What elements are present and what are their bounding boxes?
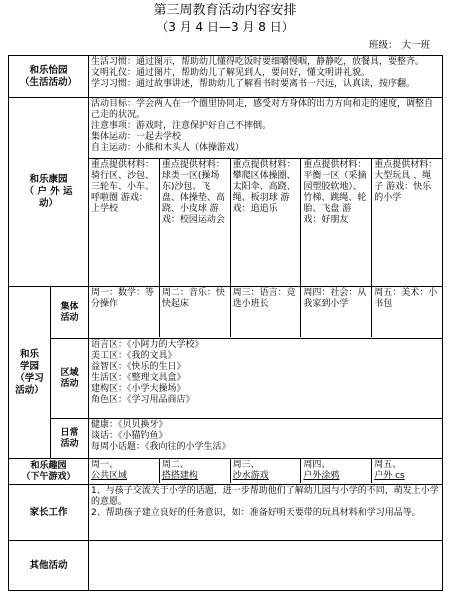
outdoor-day-5: 重点提供材料：大型玩具 、绳子 游戏：快乐的小学 [371, 159, 442, 286]
area-art: 美工区：《我的文具》 [91, 351, 177, 361]
outdoor-day-1: 重点提供材料：骑行区、沙包、三轮车、小车、呼啦圈 游戏：上学校 [91, 160, 155, 214]
life-content [89, 56, 443, 98]
schedule-table [8, 55, 443, 591]
parents-row [9, 485, 443, 541]
area-language: 语言区：《小阿力的大学校》 [91, 340, 204, 350]
parents-label: 家长工作 [9, 485, 89, 541]
area-build: 建构区：《小学大操场》 [91, 384, 186, 394]
group-day-2: 周二：音乐：快快起床 [159, 287, 230, 337]
free-day-1: 周一、 公共区域 [91, 460, 128, 481]
outdoor-day-4: 重点提供材料：平衡一区（采摘园塑胶软地）、竹梯、跳绳、轮胎、飞盘 游戏：好朋友 [300, 159, 371, 286]
life-category: 和乐怡园 （生活活动） [9, 56, 89, 98]
outdoor-category: 和乐康园 （ 户 外 运 动） [9, 98, 89, 287]
free-play-row [9, 459, 443, 485]
life-habit: 生活习惯：通过图示，帮助幼儿懂得吃饭时要细嚼慢咽，静静吃，放餐具，要整齐。 [91, 57, 425, 67]
other-row [9, 541, 443, 591]
outdoor-row [9, 98, 443, 287]
outdoor-goals: 活动目标：学会两人在一个圈里协同走，感受对方身体的出力方向和走的速度，调整自己走的状况。 注意事项：游戏时，注意保护好自己不摔倒。 集体运动：一起去学校 自主运动：小熊和木头人（体操游戏） [89, 98, 442, 159]
daily-health: 健康：《贝贝换牙》 [91, 420, 168, 430]
class-info [369, 40, 430, 52]
date-range: （3 月 4 日—3 月 8 日） [156, 20, 294, 34]
life-study-habit: 学习习惯：通过故事讲述，帮助幼儿了解看书时要离书一尺远，认真读，按序翻。 [91, 79, 416, 89]
life-row [9, 56, 443, 98]
free-day-2: 周二、 搭搭建构 [159, 459, 230, 483]
group-activity-label: 集体 活动 [51, 287, 89, 339]
free-play-content [89, 459, 443, 485]
group-day-5: 周五：美术：小书包 [371, 287, 442, 337]
area-activity-content [89, 339, 443, 419]
group-day-4: 周四：社会：从我家到小学 [300, 287, 371, 337]
parents-item-2: 2、帮助孩子建立良好的任务意识，如：准备好明天要带的玩具材料和学习用品等。 [91, 508, 421, 518]
outdoor-day-3: 重点提供材料：攀爬区体操圈、太阳伞、高跷、绳、板羽球 游戏：追追乐 [230, 159, 301, 286]
area-role: 角色区：《学习用品商店》 [91, 395, 195, 405]
learning-group-row [9, 287, 443, 339]
free-day-4: 周四、 户外涂鸦 [300, 459, 371, 483]
daily-topic: 每周小话题：《我向往的小学生活》 [91, 442, 231, 452]
class-value: 大一班 [401, 40, 430, 51]
area-puzzle: 益智区：《快乐的生日》 [91, 362, 186, 372]
parents-content [89, 485, 443, 541]
other-content [89, 541, 443, 591]
outdoor-day-2: 重点提供材料：球类一区(操场东)沙包、飞盘、体操垫、高跷、小皮球 游戏：校园运动会 [159, 159, 230, 286]
learning-category: 和乐 学园 （学习 活动） [9, 287, 51, 459]
area-activity-label: 区域 活动 [51, 339, 89, 419]
group-day-1: 周一：数学：等分操作 [91, 288, 155, 309]
other-label: 其他活动 [9, 541, 89, 591]
area-life: 生活区：《整理文具盒》 [91, 373, 186, 383]
outdoor-content [89, 98, 443, 287]
daily-talk: 谈话：《小猫钓鱼》 [91, 431, 168, 441]
learning-daily-row [9, 419, 443, 459]
free-play-category: 和乐趣园 （下午游戏） [9, 459, 89, 485]
free-day-3: 周三、 沙水游戏 [230, 459, 301, 483]
life-etiquette: 文明礼仪：通过图片，帮助幼儿了解见到人，要问好，懂文明讲礼貌。 [91, 68, 371, 78]
page-title: 第三周教育活动内容安排 [153, 3, 297, 18]
parents-item-1: 1、与孩子交流关于小学的话题，进一步帮助他们了解幼儿园与小学的不同，萌发上小学的意愿。 [91, 486, 439, 507]
group-day-3: 周三：语言：竞选小班长 [230, 287, 301, 337]
learning-area-row [9, 339, 443, 419]
group-activity-content [89, 287, 443, 339]
outdoor-days [89, 159, 442, 286]
daily-activity-label: 日常 活动 [51, 419, 89, 459]
class-label: 班级： [368, 40, 398, 51]
daily-activity-content [89, 419, 443, 459]
free-day-5: 周五、 户外 cs [371, 459, 442, 483]
